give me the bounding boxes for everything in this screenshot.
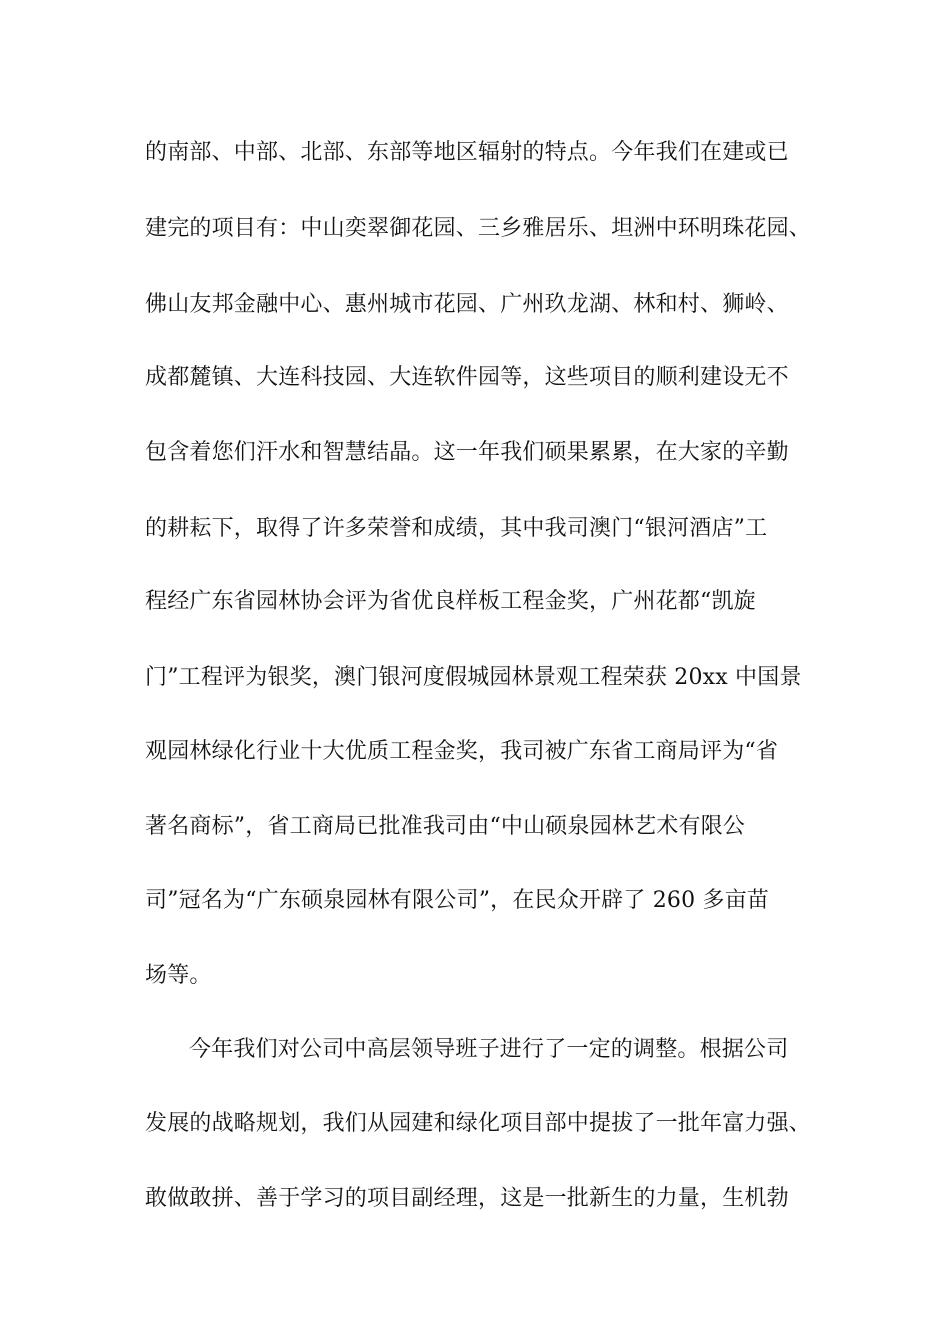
text-line: 成都麓镇、大连科技园、大连软件园等，这些项目的顺利建设无不 [145,365,789,390]
text-line: 建完的项目有：中山奕翠御花园、三乡雅居乐、坦洲中环明珠花园、 [145,216,812,241]
text-line: 的耕耘下，取得了许多荣誉和成绩，其中我司澳门“银河酒店”工 [145,516,768,541]
text-line: 发展的战略规划，我们从园建和绿化项目部中提拔了一批年富力强、 [145,1111,812,1136]
text-line: 司”冠名为“广东硕泉园林有限公司”，在民众开辟了 260 多亩苗 [145,888,770,913]
text-line: 包含着您们汗水和智慧结晶。这一年我们硕果累累，在大家的辛勤 [145,440,789,465]
text-line: 今年我们对公司中高层领导班子进行了一定的调整。根据公司 [189,1037,789,1062]
text-line: 门”工程评为银奖，澳门银河度假城园林景观工程荣获 20xx 中国景 [145,665,802,690]
text-line: 观园林绿化行业十大优质工程金奖，我司被广东省工商局评为“省 [145,739,779,764]
text-line: 敢做敢拼、善于学习的项目副经理，这是一批新生的力量，生机勃 [145,1186,789,1211]
text-line: 著名商标”，省工商局已批准我司由“中山硕泉园林艺术有限公 [145,814,746,839]
text-line: 的南部、中部、北部、东部等地区辐射的特点。今年我们在建或已 [145,140,789,165]
text-line: 佛山友邦金融中心、惠州城市花园、广州玖龙湖、林和村、狮岭、 [145,292,789,317]
text-line: 程经广东省园林协会评为省优良样板工程金奖，广州花都“凯旋 [145,589,756,614]
text-line: 场等。 [145,963,212,988]
